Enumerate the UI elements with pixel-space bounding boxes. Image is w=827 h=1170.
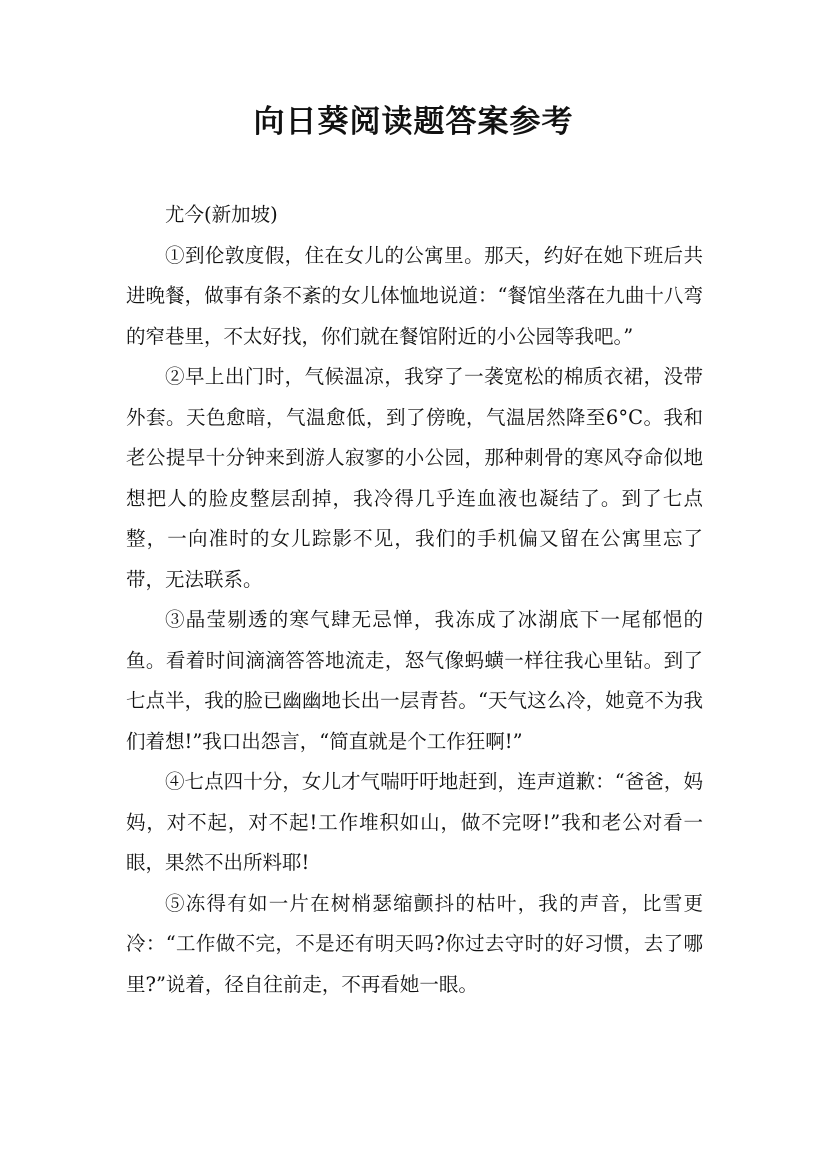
document-title: 向日葵阅读题答案参考 [253, 104, 574, 140]
document-body [126, 195, 703, 1005]
paragraph-5: ⑤冻得有如一片在树梢瑟缩颤抖的枯叶，我的声音，比雪更冷：“工作做不完，不是还有明天吗?你过去守时的好习惯，去了哪里?”说着，径自往前走，不再看她一眼。 [126, 891, 703, 996]
paragraph-2: ②早上出门时，气候温凉，我穿了一袭宽松的棉质衣裙，没带外套。天色愈暗，气温愈低，到了傍晚，气温居然降至6°C。我和老公提早十分钟来到游人寂寥的小公园，那种刺骨的寒风夺命似地想把人的脸皮整层刮掉，我冷得几乎连血液也凝结了。到了七点整，一向准时的女儿踪影不见，我们的手机偏又留在公寓里忘了带，无法联系。 [126, 365, 703, 591]
paragraph-1: ①到伦敦度假，住在女儿的公寓里。那天，约好在她下班后共进晚餐，做事有条不紊的女儿体恤地说道：“餐馆坐落在九曲十八弯的窄巷里，不太好找，你们就在餐馆附近的小公园等我吧。” [126, 243, 703, 348]
paragraph-4: ④七点四十分，女儿才气喘吁吁地赶到，连声道歉：“爸爸，妈妈，对不起，对不起!工作堆积如山，做不完呀!”我和老公对看一眼，果然不出所料耶! [126, 770, 703, 874]
paragraph-3: ③晶莹剔透的寒气肆无忌惮，我冻成了冰湖底下一尾郁悒的鱼。看着时间滴滴答答地流走，怒气像蚂蟥一样往我心里钻。到了七点半，我的脸已幽幽地长出一层青苔。“天气这么冷，她竟不为我们着想!”我口出怨言，“简直就是个工作狂啊!” [126, 608, 703, 753]
author-line: 尤今(新加坡) [165, 203, 278, 226]
